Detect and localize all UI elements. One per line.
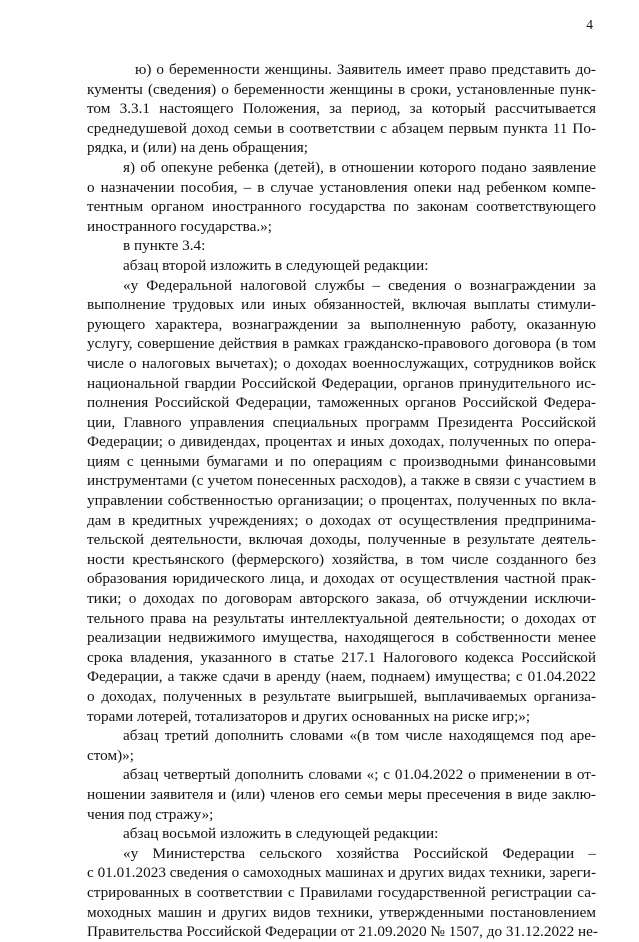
text-line: рующего характера, вознаграждении за выполненную работу, оказанную — [87, 315, 596, 333]
text-line: тельного права на результаты интеллектуальной деятельности; о доходах от — [87, 609, 596, 627]
text-line: абзац второй изложить в следующей редакции: — [123, 256, 429, 274]
text-line: полнения Российской Федерации, таможенных органов Российской Федера- — [87, 394, 596, 412]
text-line: тентным органом иностранного государства по законам соответствующего — [87, 198, 596, 216]
text-line: среднедушевой доход семьи в соответствии с абзацем первым пункта 11 По- — [87, 119, 596, 137]
text-line: «у Министерства сельского хозяйства Российской Федерации – — [123, 844, 596, 862]
text-line: Правительства Российской Федерации от 21.09.2020 № 1507, до 31.12.2022 не- — [87, 923, 598, 941]
text-line: я) об опекуне ребенка (детей), в отношении которого подано заявление — [123, 158, 596, 176]
text-line: образования юридического лица, и доходах от осуществления частной прак- — [87, 570, 596, 588]
text-line: циям с ценными бумагами и по операциям с производными финансовыми — [87, 452, 596, 470]
text-line: тики; о доходах по договорам авторского заказа, об отчуждении исключи- — [87, 590, 596, 608]
text-line: иностранного государства.»; — [87, 217, 272, 235]
text-line: стом)»; — [87, 746, 134, 764]
text-line: о доходах, полученных в результате выигрышей, выплачиваемых организа- — [87, 688, 596, 705]
text-line: реализации недвижимого имущества, находящегося в собственности менее — [87, 629, 596, 647]
text-line: Федерации, а также сдачи в аренду (наем, поднаем) имущества; с 01.04.2022 — [87, 668, 596, 686]
text-line: срока владения, указанного в статье 217.1 Налогового кодекса Российской — [87, 648, 596, 666]
text-line: ю) о беременности женщины. Заявитель имеет право представить до- — [135, 61, 596, 78]
text-line: абзац восьмой изложить в следующей редакции: — [123, 825, 439, 843]
text-line: абзац третий дополнить словами «(в том числе находящемся под аре- — [123, 727, 596, 745]
text-line: дам в кредитных учреждениях; о доходах от осуществления предпринима- — [87, 511, 596, 529]
text-line: ности крестьянского (фермерского) хозяйства, в том числе созданного без — [87, 550, 596, 568]
text-line: рядка, и (или) на день обращения; — [87, 139, 308, 157]
text-line: чения под стражу»; — [87, 805, 214, 823]
text-line: абзац четвертый дополнить словами «; с 01.04.2022 о применении в от- — [123, 766, 596, 784]
text-line: моходных машин и других видов техники, утвержденными постановлением — [87, 903, 596, 921]
text-line: о назначении пособия, – в случае установления опеки над ребенком компе- — [87, 178, 596, 196]
text-line: Федерации; о дивидендах, процентах и иных доходах, полученных по опера- — [87, 433, 596, 451]
text-line: с 01.01.2023 сведения о самоходных машинах и других видах техники, зареги- — [87, 864, 596, 882]
document-body — [87, 60, 596, 942]
text-line: в пункте 3.4: — [123, 237, 206, 255]
text-line: ношении заявителя и (или) членов его семьи меры пресечения в виде заклю- — [87, 785, 596, 803]
text-line: числе о налоговых вычетах); о доходах военнослужащих, сотрудников войск — [87, 354, 596, 372]
text-line: управлении собственностью организации; о процентах, полученных по вкла- — [87, 492, 596, 510]
text-line: услугу, совершение действия в рамках гражданско-правового договора (в том — [87, 335, 596, 353]
text-line: выполнение трудовых или иных обязанностей, включая выплаты стимули- — [87, 296, 596, 314]
text-line: стрированных в соответствии с Правилами государственной регистрации са- — [87, 883, 596, 901]
text-line: кументы (сведения) о беременности женщины в сроки, установленные пунк- — [87, 80, 596, 98]
text-line: торами лотерей, тотализаторов и других основанных на риске игр;»; — [87, 707, 531, 725]
text-line: том 3.3.1 настоящего Положения, за период, за который рассчитывается — [87, 100, 596, 118]
text-line: «у Федеральной налоговой службы – сведения о вознаграждении за — [123, 276, 596, 294]
text-line: ции, Главного управления специальных программ Президента Российской — [87, 413, 596, 431]
text-line: национальной гвардии Российской Федерации, органов принудительного ис- — [87, 374, 596, 392]
page-number: 4 — [586, 17, 593, 32]
text-line: тельской деятельности, включая доходы, полученные в результате деятель- — [87, 531, 596, 549]
text-line: инструментами (с учетом понесенных расходов), а также в связи с участием в — [87, 472, 596, 490]
